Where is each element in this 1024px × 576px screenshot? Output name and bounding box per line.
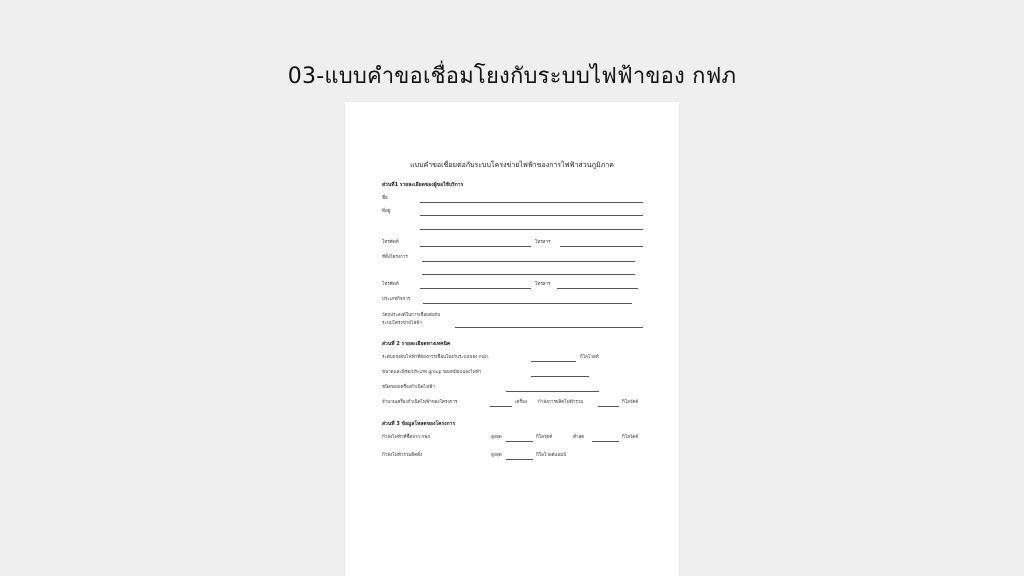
address-label: ที่อยู่ — [382, 209, 391, 214]
purpose-line — [455, 327, 643, 328]
phone2-line — [420, 288, 531, 289]
unit-kva: กิโลโวลต์แอมป์ — [536, 453, 566, 458]
generator-count-label: จำนวนเครื่องกำเนิดไฟฟ้าของโครงการ — [382, 400, 458, 405]
voltage-unit: กิโลโวลท์ — [580, 355, 599, 360]
fax2-label: โทรสาร — [535, 282, 551, 287]
fax2-line — [557, 288, 638, 289]
unit-machines: เครื่อง — [515, 400, 527, 405]
installed-power-label: กำลังไฟฟ้ารวมติดตั้ง — [382, 453, 423, 458]
phone-label: โทรศัพท์ — [382, 240, 399, 245]
purpose-label-2: ระบบโครงข่ายไฟฟ้า — [382, 321, 422, 326]
section1-title: ส่วนที่1 รายละเอียดของผู้ขอใช้บริการ — [382, 182, 464, 188]
transformer-label: ขนาดและพิกัด/ประเภท group ของหม้อแปลงไฟฟ้า — [382, 370, 482, 375]
min-label: ต่ำสุด — [573, 435, 585, 440]
unit-kw-max: กิโลวัตต์ — [536, 435, 553, 440]
project-location-label: ที่ตั้งโครงการ — [382, 255, 408, 260]
fax-label: โทรสาร — [535, 240, 551, 245]
max-line — [506, 441, 533, 442]
slide-title: 03-แบบคำขอเชื่อมโยงกับระบบไฟฟ้าของ กฟภ — [287, 64, 737, 89]
section3-title: ส่วนที่ 3 ข้อมูลโหลดของโครงการ — [382, 421, 456, 427]
max-label: สูงสุด — [491, 435, 502, 440]
generator-type-line — [506, 391, 599, 392]
unit-kw-min: กิโลวัตต์ — [622, 435, 639, 440]
unit-kw: กิโลวัตต์ — [622, 400, 639, 405]
fax-line — [560, 246, 643, 247]
project-location-line-2 — [422, 274, 635, 275]
transformer-line — [531, 376, 589, 377]
section2-title: ส่วนที่ 2 รายละเอียดทางเทคนิค — [382, 341, 451, 347]
business-type-line — [423, 303, 632, 304]
total-capacity-label: กำลังการผลิตไฟฟ้ารวม — [538, 400, 584, 405]
generator-type-label: ชนิดของเครื่องกำเนิดไฟฟ้า — [382, 385, 435, 390]
voltage-level-line — [531, 361, 576, 362]
voltage-level-label: ระดับแรงดันไฟฟ้าที่ต้องการเชื่อมโยงกับระบบของ กฟภ. — [382, 355, 490, 360]
project-location-line-1 — [422, 261, 635, 262]
form-title: แบบคำขอเชื่อมต่อกับระบบโครงข่ายไฟฟ้าของการไฟฟ้าส่วนภูมิภาค — [410, 161, 614, 169]
purpose-label-1: วัตถุประสงค์ในการเชื่อมต่อกับ — [382, 313, 441, 318]
address-line-1 — [420, 215, 643, 216]
total-capacity-line — [598, 406, 619, 407]
min-line — [592, 441, 619, 442]
name-line — [420, 202, 643, 203]
purchased-power-label: กำลังไฟฟ้าที่ซื้อจาก กฟภ. — [382, 435, 432, 440]
phone2-label: โทรศัพท์ — [382, 282, 399, 287]
installed-max-line — [506, 459, 533, 460]
form-document — [345, 102, 679, 576]
name-label: ชื่อ — [382, 196, 388, 201]
phone-line — [420, 246, 531, 247]
generator-count-line — [490, 406, 512, 407]
business-type-label: ประเภทกิจการ — [382, 297, 411, 302]
max-label-2: สูงสุด — [491, 453, 502, 458]
address-line-2 — [420, 229, 643, 230]
